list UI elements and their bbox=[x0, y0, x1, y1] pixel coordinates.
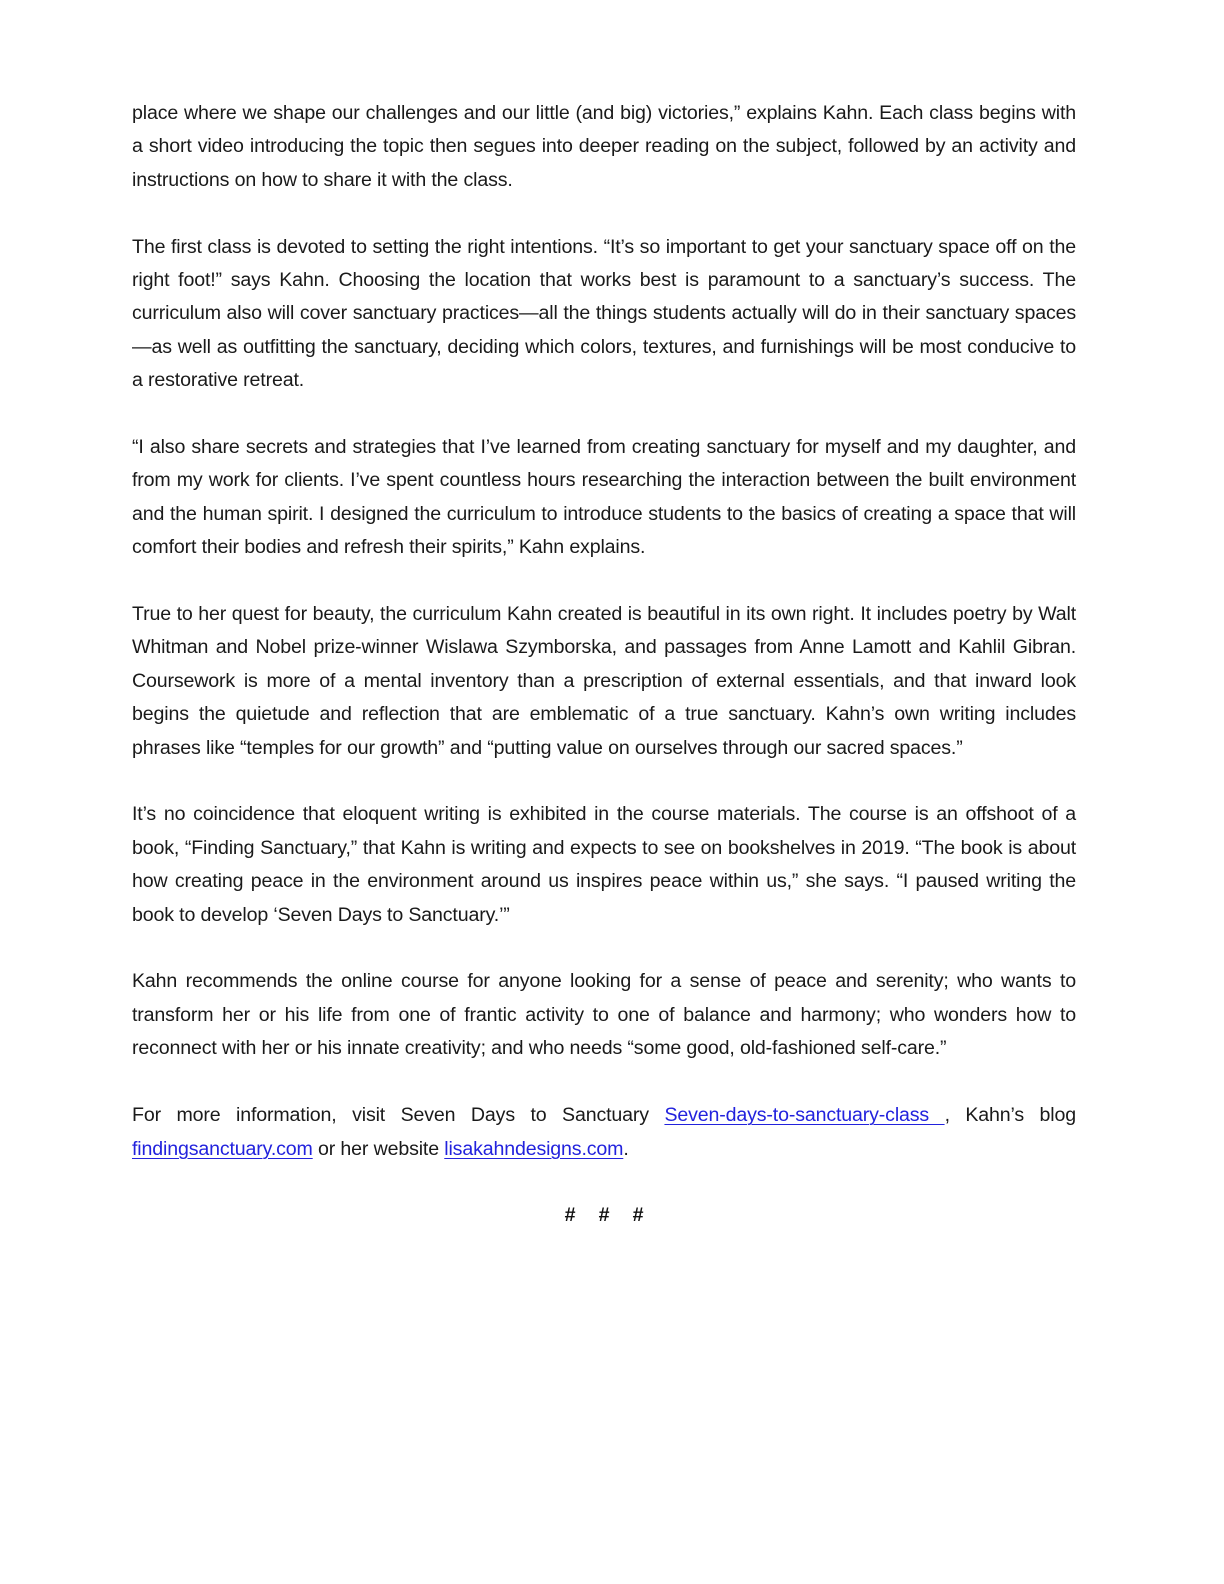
paragraph-book: It’s no coincidence that eloquent writing is exhibited in the course materials. The course is an offshoot of a book, “Finding Sanctuary,” that Kahn is writing and expects to see on bookshelves in 2019. “The book is about how creating peace in the environment around us inspires peace within us,” she says. “I paused writing the book to develop ‘Seven Days to Sanctuary.’” bbox=[132, 803, 1076, 926]
more-info-prefix: For more information, visit Seven Days to Sanctuary bbox=[132, 1104, 665, 1127]
paragraph-more-info bbox=[132, 1099, 1076, 1166]
end-of-release-mark: # # # bbox=[564, 1204, 644, 1227]
more-info-middle: , Kahn’s blog bbox=[944, 1104, 1077, 1127]
paragraph-first-class: The first class is devoted to setting the right intentions. “It’s so important to get your sanctuary space off on the right foot!” says Kahn. Choosing the location that works best is paramount to a sanctuary’s success. The curriculum also will cover sanctuary practices—all the things students actually will do in their sanctuary spaces—as well as outfitting the sanctuary, deciding which colors, textures, and furnishings will be most conducive to a restorative retreat. bbox=[132, 235, 1076, 392]
link-lisakahndesigns[interactable]: lisakahndesigns.com bbox=[444, 1137, 624, 1160]
more-info-suffix: . bbox=[623, 1137, 629, 1160]
document-page bbox=[132, 97, 1076, 1252]
link-findingsanctuary[interactable]: findingsanctuary.com bbox=[132, 1137, 313, 1160]
paragraph-secrets-quote: “I also share secrets and strategies that I’ve learned from creating sanctuary for myself and my daughter, and from my work for clients. I’ve spent countless hours researching the interaction between the built environment and the human spirit. I designed the curriculum to introduce students to the basics of creating a space that will comfort their bodies and refresh their spirits,” Kahn explains. bbox=[132, 436, 1076, 559]
paragraph-recommendation: Kahn recommends the online course for anyone looking for a sense of peace and serenity; who wants to transform her or his life from one of frantic activity to one of balance and harmony; who wonders how to reconnect with her or his innate creativity; and who needs “some good, old-fashioned self-care.” bbox=[132, 970, 1076, 1060]
paragraph-curriculum-beauty: True to her quest for beauty, the curriculum Kahn created is beautiful in its own right. It includes poetry by Walt Whitman and Nobel prize-winner Wislawa Szymborska, and passages from Anne Lamott and Kahlil Gibran. Coursework is more of a mental inventory than a prescription of external essentials, and that inward look begins the quietude and reflection that are emblematic of a true sanctuary. Kahn’s own writing includes phrases like “temples for our growth” and “putting value on ourselves through our sacred spaces.” bbox=[132, 603, 1076, 759]
link-seven-days-class[interactable]: Seven-days-to-sanctuary-class bbox=[664, 1104, 945, 1127]
paragraph-course-structure: place where we shape our challenges and our little (and big) victories,” explains Kahn. Each class begins with a short video introducing the topic then segues into deeper reading on the subject, followed by an activity and instructions on how to share it with the class. bbox=[132, 102, 1076, 191]
more-info-middle2: or her website bbox=[312, 1137, 445, 1160]
